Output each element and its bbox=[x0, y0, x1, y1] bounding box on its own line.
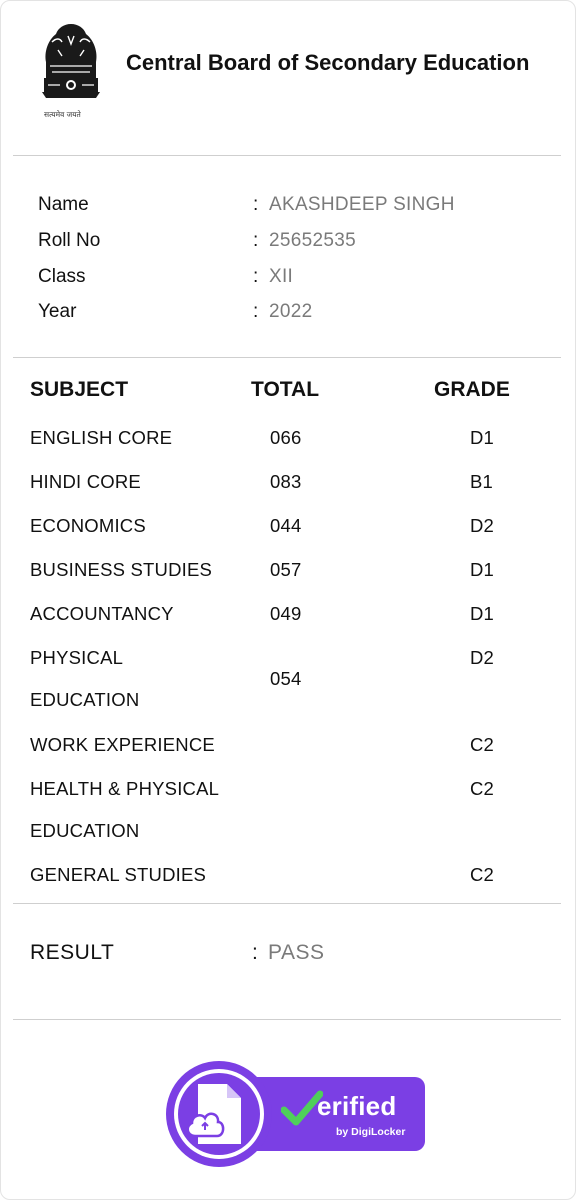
result-colon: : bbox=[252, 941, 258, 964]
row-subject: HINDI CORE bbox=[30, 471, 141, 492]
class-value: XII bbox=[269, 266, 294, 287]
digilocker-text: by DigiLocker bbox=[336, 1126, 406, 1138]
row-subject-line2: EDUCATION bbox=[30, 689, 140, 710]
board-title: Central Board of Secondary Education bbox=[126, 50, 530, 75]
row-subject: ENGLISH CORE bbox=[30, 427, 173, 448]
name-label: Name bbox=[38, 194, 89, 215]
verified-text: erified bbox=[317, 1091, 397, 1121]
emblem-motto: सत्यमेव जयते bbox=[44, 110, 81, 119]
row-grade: D1 bbox=[470, 603, 495, 624]
year-colon: : bbox=[253, 301, 259, 322]
row-total: 066 bbox=[270, 427, 302, 448]
header bbox=[0, 0, 576, 155]
row-subject: BUSINESS STUDIES bbox=[30, 559, 213, 580]
roll-value: 25652535 bbox=[269, 230, 356, 251]
row-total: 083 bbox=[270, 471, 302, 492]
row-grade: D1 bbox=[470, 559, 495, 580]
divider-table bbox=[13, 903, 561, 904]
row-subject: ACCOUNTANCY bbox=[30, 603, 174, 624]
row-subject-line1: HEALTH & PHYSICAL bbox=[30, 778, 220, 799]
roll-label: Roll No bbox=[38, 230, 101, 251]
row-subject-line1: PHYSICAL bbox=[30, 647, 124, 668]
row-total: 044 bbox=[270, 515, 302, 536]
roll-colon: : bbox=[253, 230, 259, 251]
divider-top bbox=[13, 155, 561, 156]
class-label: Class bbox=[38, 266, 86, 287]
header-grade: GRADE bbox=[434, 378, 510, 401]
row-subject: GENERAL STUDIES bbox=[30, 864, 207, 885]
divider-info bbox=[13, 357, 561, 358]
divider-result bbox=[13, 1019, 561, 1020]
row-grade: D2 bbox=[470, 647, 495, 668]
row-grade: C2 bbox=[470, 864, 495, 885]
row-total: 049 bbox=[270, 603, 302, 624]
row-total: 054 bbox=[270, 668, 302, 689]
row-total: 057 bbox=[270, 559, 302, 580]
row-subject: ECONOMICS bbox=[30, 515, 146, 536]
year-value: 2022 bbox=[269, 301, 313, 322]
row-grade: D1 bbox=[470, 427, 495, 448]
row-grade: C2 bbox=[470, 778, 495, 799]
row-grade: C2 bbox=[470, 734, 495, 755]
header-subject: SUBJECT bbox=[30, 378, 129, 401]
class-colon: : bbox=[253, 266, 259, 287]
result-label: RESULT bbox=[30, 941, 115, 964]
row-subject: WORK EXPERIENCE bbox=[30, 734, 215, 755]
header-total: TOTAL bbox=[251, 378, 320, 401]
name-colon: : bbox=[253, 194, 259, 215]
row-subject-line2: EDUCATION bbox=[30, 820, 140, 841]
result-value: PASS bbox=[268, 941, 325, 964]
row-grade: B1 bbox=[470, 471, 494, 492]
row-grade: D2 bbox=[470, 515, 495, 536]
name-value: AKASHDEEP SINGH bbox=[269, 194, 455, 215]
national-emblem-icon bbox=[38, 22, 104, 124]
year-label: Year bbox=[38, 301, 77, 322]
